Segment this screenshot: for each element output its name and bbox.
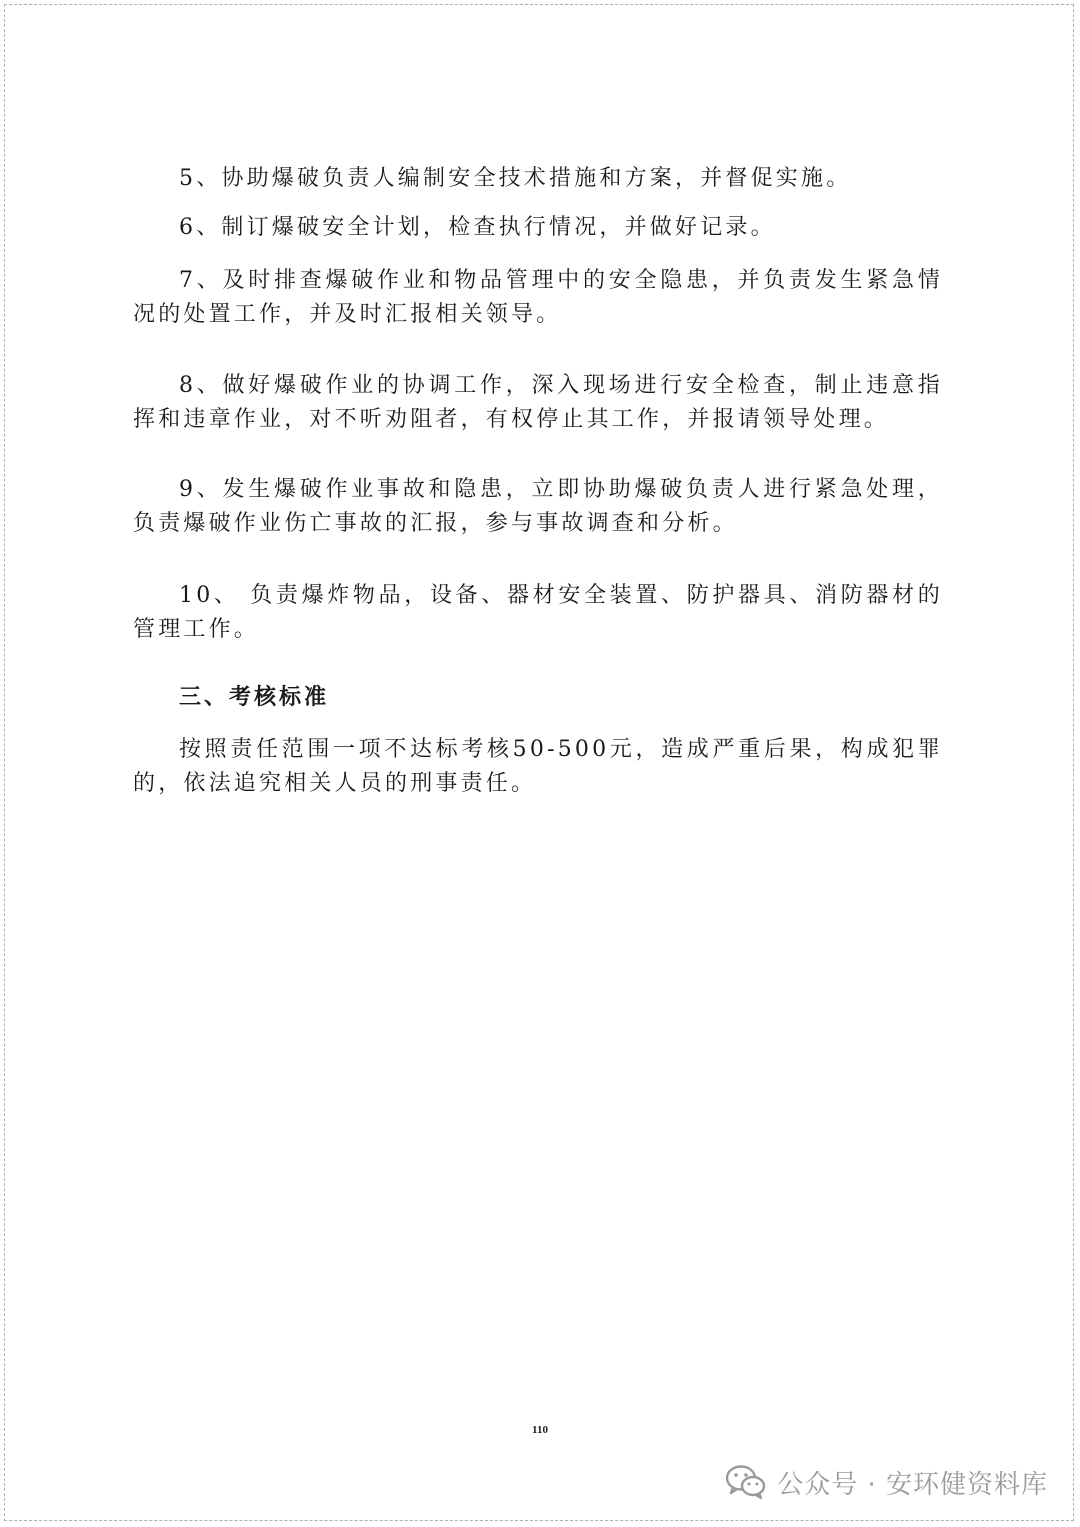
watermark-text: 公众号 · 安环健资料库 — [777, 1469, 1048, 1500]
duty-item-6: 6、制订爆破安全计划，检查执行情况，并做好记录。 — [179, 215, 776, 240]
page-number: 110 — [532, 1424, 548, 1436]
duty-item-10: 10、 负责爆炸物品，设备、器材安全装置、防护器具、消防器材的管理工作。 — [133, 583, 943, 642]
section-heading: 三、考核标准 — [179, 684, 330, 710]
wechat-icon — [725, 1464, 767, 1500]
assessment-paragraph: 按照责任范围一项不达标考核50-500元，造成严重后果，构成犯罪的，依法追究相关人员的刑事责任。 — [133, 737, 943, 796]
duty-item-5: 5、协助爆破负责人编制安全技术措施和方案，并督促实施。 — [179, 166, 852, 191]
duty-item-7: 7、及时排查爆破作业和物品管理中的安全隐患，并负责发生紧急情况的处置工作，并及时汇报相关领导。 — [133, 268, 943, 327]
duty-item-9: 9、发生爆破作业事故和隐患，立即协助爆破负责人进行紧急处理， 负责爆破作业伤亡事故的汇报，参与事故调查和分析。 — [133, 477, 943, 536]
duty-item-8: 8、做好爆破作业的协调工作，深入现场进行安全检查，制止违意指挥和违章作业，对不听劝阻者，有权停止其工作，并报请领导处理。 — [133, 373, 943, 432]
watermark — [725, 1462, 1048, 1502]
